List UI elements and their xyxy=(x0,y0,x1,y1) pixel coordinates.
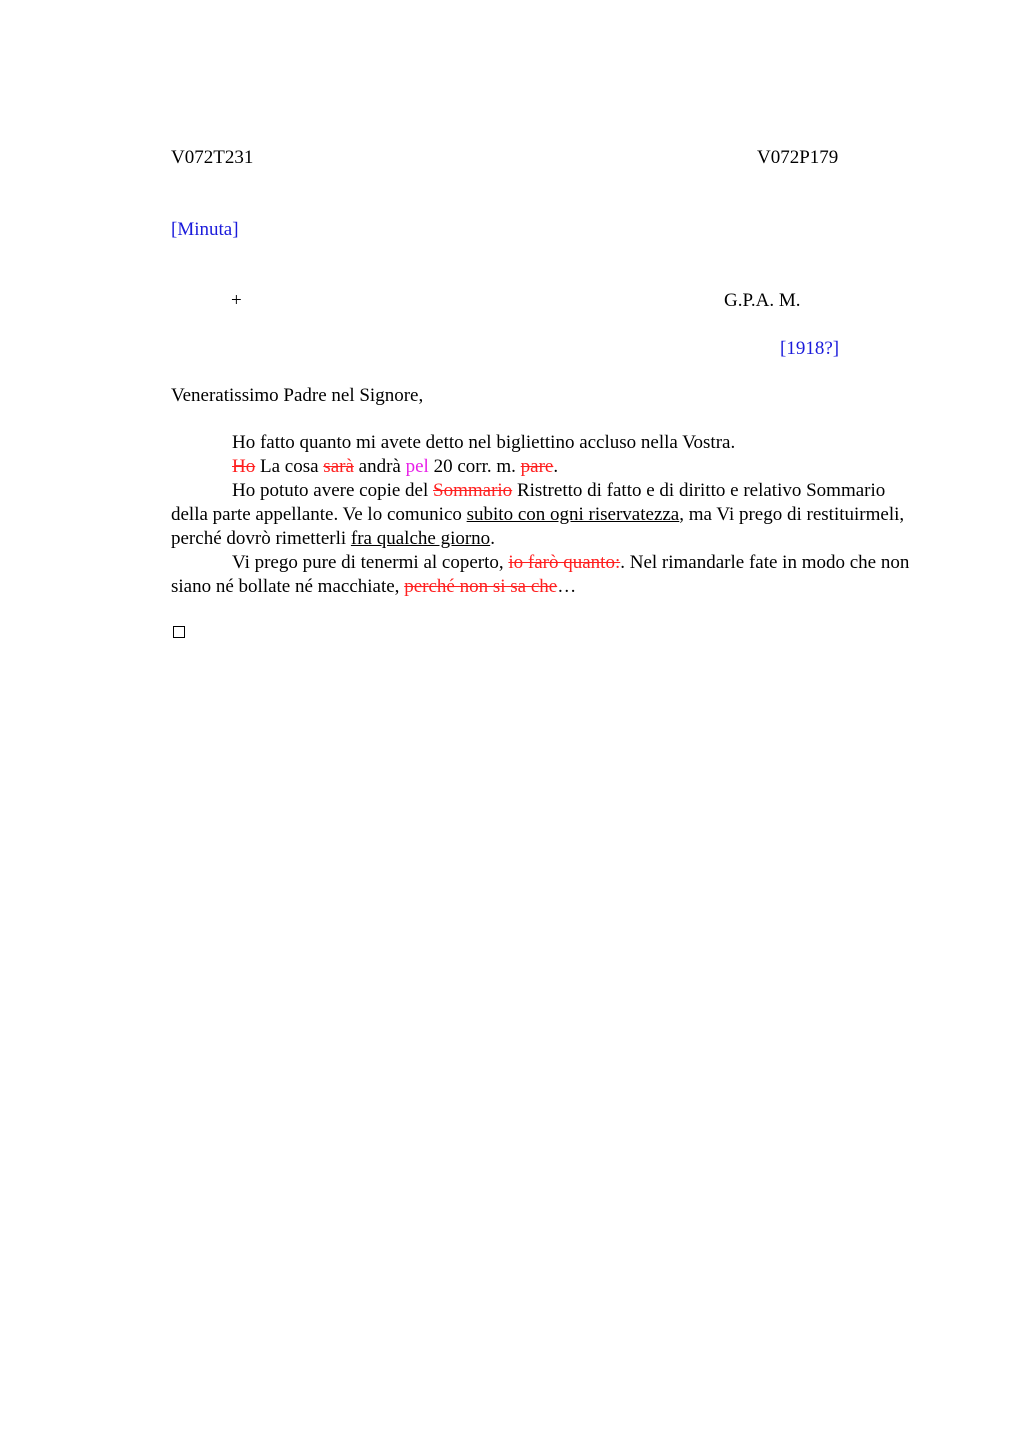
inserted-text: pel xyxy=(405,456,429,477)
text-run: 20 corr. m. xyxy=(428,456,521,477)
text-run: , ma Vi prego di restituirmeli, perché dovrò rimetterli xyxy=(171,504,905,549)
salutation: Veneratissimo Padre nel Signore, xyxy=(171,385,424,406)
deleted-text: pare xyxy=(520,456,554,477)
deleted-text: Ho xyxy=(232,456,256,477)
paragraph-1 xyxy=(171,431,911,455)
date-label: [1918?] xyxy=(780,338,840,359)
text-run: Ho potuto avere copie del xyxy=(232,480,434,501)
deleted-text: Sommario xyxy=(433,480,513,501)
document-code-right: V072P179 xyxy=(757,147,839,168)
cross-symbol: + xyxy=(231,290,242,311)
text-run: Ristretto di fatto e di diritto e relativo Sommario della parte appellante. Ve lo comunico xyxy=(171,480,886,525)
underlined-text: fra qualche giorno xyxy=(350,528,491,549)
text-run: . xyxy=(553,456,559,477)
text-run: … xyxy=(557,576,577,597)
underlined-text: subito con ogni riservatezza xyxy=(466,504,680,525)
text-run: Vi prego pure di tenermi al coperto, xyxy=(232,552,509,573)
deleted-text: sarà xyxy=(323,456,354,477)
text-run: andrà xyxy=(353,456,406,477)
text-run: La cosa xyxy=(255,456,324,477)
body-text xyxy=(171,431,911,599)
paragraph-2 xyxy=(171,455,911,479)
deleted-text: perché non si sa che xyxy=(404,576,558,597)
paragraph-3 xyxy=(171,479,911,551)
text-run: . xyxy=(490,528,495,549)
minuta-label: [Minuta] xyxy=(171,219,239,240)
deleted-text: io farò quanto: xyxy=(508,552,621,573)
paragraph-1-text: Ho fatto quanto mi avete detto nel bigliettino accluso nella Vostra. xyxy=(232,432,736,453)
document-code-left: V072T231 xyxy=(171,147,254,168)
text-run: . Nel rimandarle fate in modo che non siano né bollate né macchiate, xyxy=(171,552,910,597)
paragraph-4 xyxy=(171,551,911,599)
initials: G.P.A. M. xyxy=(724,290,801,311)
end-mark-box xyxy=(173,626,185,638)
